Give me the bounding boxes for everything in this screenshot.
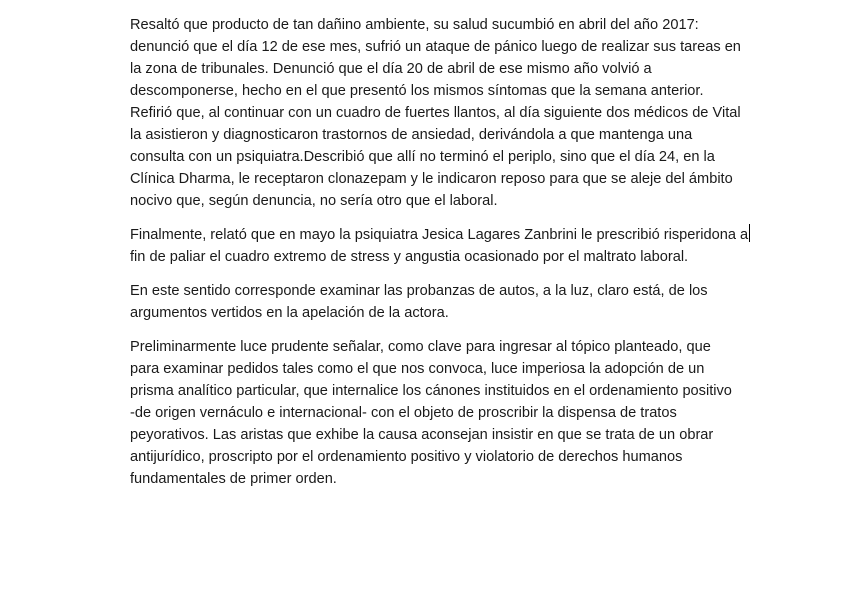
- text-cursor: [749, 224, 750, 242]
- paragraph-2: [130, 224, 780, 268]
- text-line: antijurídico, proscripto por el ordenamiento positivo y violatorio de derechos humanos: [130, 449, 683, 465]
- text-line: argumentos vertidos en la apelación de la actora.: [130, 305, 449, 321]
- text-line: Preliminarmente luce prudente señalar, como clave para ingresar al tópico planteado, que: [130, 339, 711, 355]
- text-line: fin de paliar el cuadro extremo de stress y angustia ocasionado por el maltrato laboral.: [130, 249, 689, 265]
- paragraph-3: [130, 280, 780, 324]
- text-line: descomponerse, hecho en el que presentó los mismos síntomas que la semana anterior.: [130, 83, 704, 99]
- paragraph-4: [130, 336, 780, 490]
- text-line: consulta con un psiquiatra.Describió que allí no terminó el periplo, sino que el día 24, en la: [130, 149, 715, 165]
- text-line: fundamentales de primer orden.: [130, 471, 337, 487]
- text-line: prisma analítico particular, que internalice los cánones instituidos en el ordenamiento positivo: [130, 383, 732, 399]
- text-line: la asistieron y diagnosticaron trastornos de ansiedad, derivándola a que mantenga una: [130, 127, 693, 143]
- text-line: -de origen vernáculo e internacional- con el objeto de proscribir la dispensa de tratos: [130, 405, 677, 421]
- text-line: la zona de tribunales. Denunció que el día 20 de abril de ese mismo año volvió a: [130, 61, 652, 77]
- paragraph-1: [130, 14, 780, 212]
- text-line: [130, 224, 780, 246]
- text-line: Resaltó que producto de tan dañino ambiente, su salud sucumbió en abril del año 2017:: [130, 17, 699, 33]
- text-line: peyorativos. Las aristas que exhibe la causa aconsejan insistir en que se trata de un obrar: [130, 427, 714, 443]
- text-line: Clínica Dharma, le receptaron clonazepam y le indicaron reposo para que se aleje del ámbito: [130, 171, 733, 187]
- text-line: nocivo que, según denuncia, no sería otro que el laboral.: [130, 193, 498, 209]
- text-line: Refirió que, al continuar con un cuadro de fuertes llantos, al día siguiente dos médicos de Vital: [130, 105, 741, 121]
- text-line: En este sentido corresponde examinar las probanzas de autos, a la luz, claro está, de los: [130, 283, 708, 299]
- text-line: denunció que el día 12 de ese mes, sufrió un ataque de pánico luego de realizar sus tareas en: [130, 39, 741, 55]
- text-line: para examinar pedidos tales como el que nos convoca, luce imperiosa la adopción de un: [130, 361, 705, 377]
- document-body[interactable]: [130, 14, 780, 502]
- text-line-content: Finalmente, relató que en mayo la psiquiatra Jesica Lagares Zanbrini le prescribió risperidona a: [130, 227, 749, 243]
